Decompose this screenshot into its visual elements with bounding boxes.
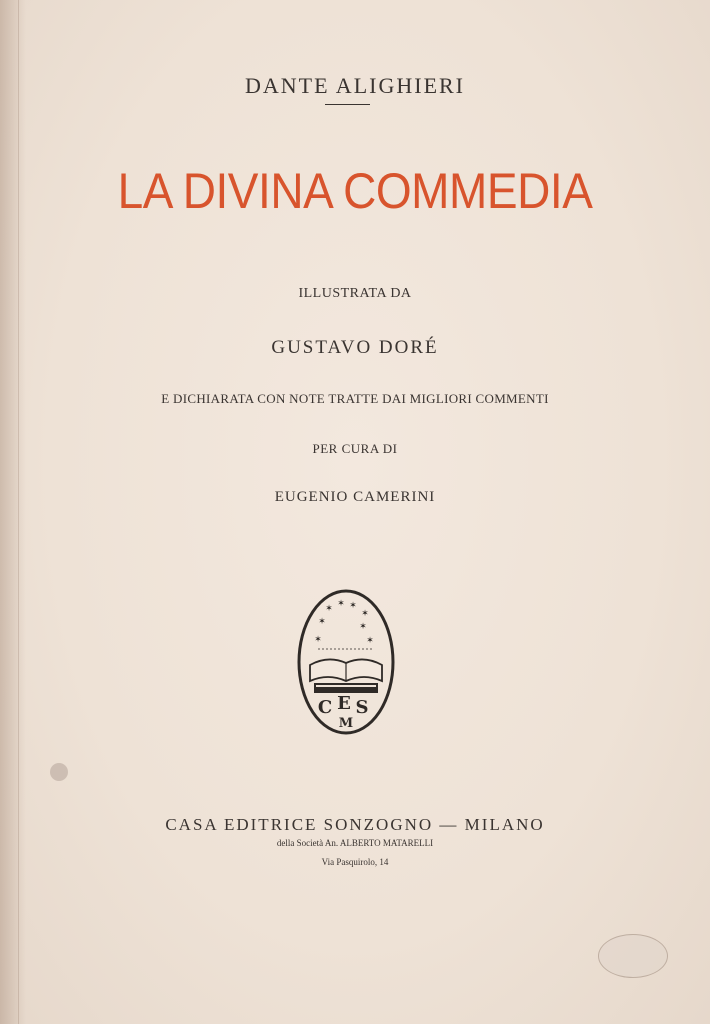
illustrated-by-label: ILLUSTRATA DA bbox=[298, 286, 412, 301]
svg-text:✶: ✶ bbox=[314, 635, 322, 645]
library-stamp-icon bbox=[598, 934, 668, 978]
svg-text:✶: ✶ bbox=[349, 601, 357, 611]
paper-stain bbox=[50, 763, 68, 781]
emblem-letter-m: M bbox=[338, 716, 354, 731]
svg-text:✶: ✶ bbox=[366, 636, 374, 646]
binding-shadow bbox=[0, 0, 26, 1024]
svg-text:✶: ✶ bbox=[337, 599, 345, 609]
emblem-letter-e: E bbox=[337, 693, 351, 714]
publisher-name: CASA EDITRICE SONZOGNO — MILANO bbox=[165, 815, 545, 834]
illustrator-name: GUSTAVO DORÉ bbox=[271, 337, 439, 358]
author-divider bbox=[325, 104, 370, 105]
editor-name: EUGENIO CAMERINI bbox=[274, 489, 436, 505]
publisher-society: della Società An. ALBERTO MATARELLI bbox=[276, 838, 434, 848]
svg-text:✶: ✶ bbox=[325, 604, 333, 614]
svg-text:✶: ✶ bbox=[361, 609, 369, 619]
edited-by-label: PER CURA DI bbox=[312, 441, 398, 456]
publisher-emblem-icon bbox=[296, 589, 396, 735]
emblem-letter-s: S bbox=[355, 697, 369, 718]
svg-text:✶: ✶ bbox=[359, 622, 367, 632]
publisher-address: Via Pasquirolo, 14 bbox=[321, 857, 389, 867]
emblem-letter-c: C bbox=[317, 697, 333, 718]
annotation-note: E DICHIARATA CON NOTE TRATTE DAI MIGLIORI COMMENTI bbox=[161, 391, 549, 406]
author-name: DANTE ALIGHIERI bbox=[244, 73, 466, 98]
page-edge-line bbox=[18, 0, 19, 1024]
book-title: LA DIVINA COMMEDIA bbox=[117, 163, 593, 219]
svg-text:✶: ✶ bbox=[318, 617, 326, 627]
